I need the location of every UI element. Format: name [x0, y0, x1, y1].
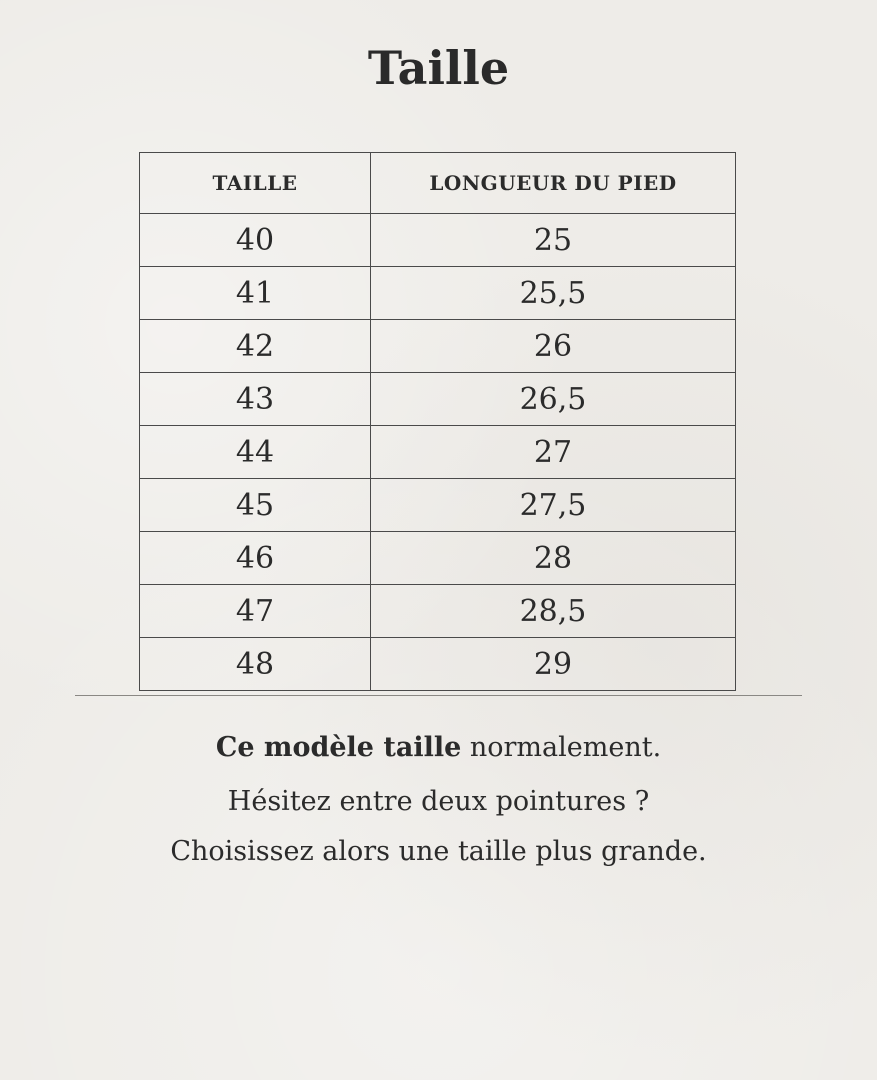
- table-row: [140, 532, 736, 585]
- header-foot-length: LONGUEUR DU PIED: [371, 153, 736, 214]
- page-title: Taille: [367, 41, 510, 95]
- header-size: TAILLE: [140, 153, 371, 214]
- length-cell: 27: [371, 426, 736, 479]
- table-row: [140, 426, 736, 479]
- size-cell: 45: [140, 479, 371, 532]
- fit-note-bold: Ce modèle taille: [215, 732, 462, 763]
- table-row: [140, 479, 736, 532]
- length-cell: 25: [371, 214, 736, 267]
- length-cell: 26: [371, 320, 736, 373]
- table-row: [140, 638, 736, 691]
- table-row: [140, 214, 736, 267]
- table-header-row: [140, 153, 736, 214]
- size-cell: 41: [140, 267, 371, 320]
- fit-note: [0, 728, 877, 768]
- size-cell: 46: [140, 532, 371, 585]
- hesitate-note: Hésitez entre deux pointures ?: [227, 786, 650, 817]
- table-row: [140, 373, 736, 426]
- size-cell: 43: [140, 373, 371, 426]
- length-cell: 25,5: [371, 267, 736, 320]
- length-cell: 29: [371, 638, 736, 691]
- length-cell: 28,5: [371, 585, 736, 638]
- size-cell: 48: [140, 638, 371, 691]
- length-cell: 26,5: [371, 373, 736, 426]
- size-table: [139, 152, 736, 691]
- advice-note: Choisissez alors une taille plus grande.: [170, 836, 707, 867]
- table-row: [140, 267, 736, 320]
- length-cell: 27,5: [371, 479, 736, 532]
- fit-note-rest: normalement.: [461, 732, 662, 763]
- length-cell: 28: [371, 532, 736, 585]
- size-cell: 42: [140, 320, 371, 373]
- divider: [75, 695, 802, 696]
- size-cell: 44: [140, 426, 371, 479]
- table-row: [140, 320, 736, 373]
- table-row: [140, 585, 736, 638]
- size-cell: 47: [140, 585, 371, 638]
- size-cell: 40: [140, 214, 371, 267]
